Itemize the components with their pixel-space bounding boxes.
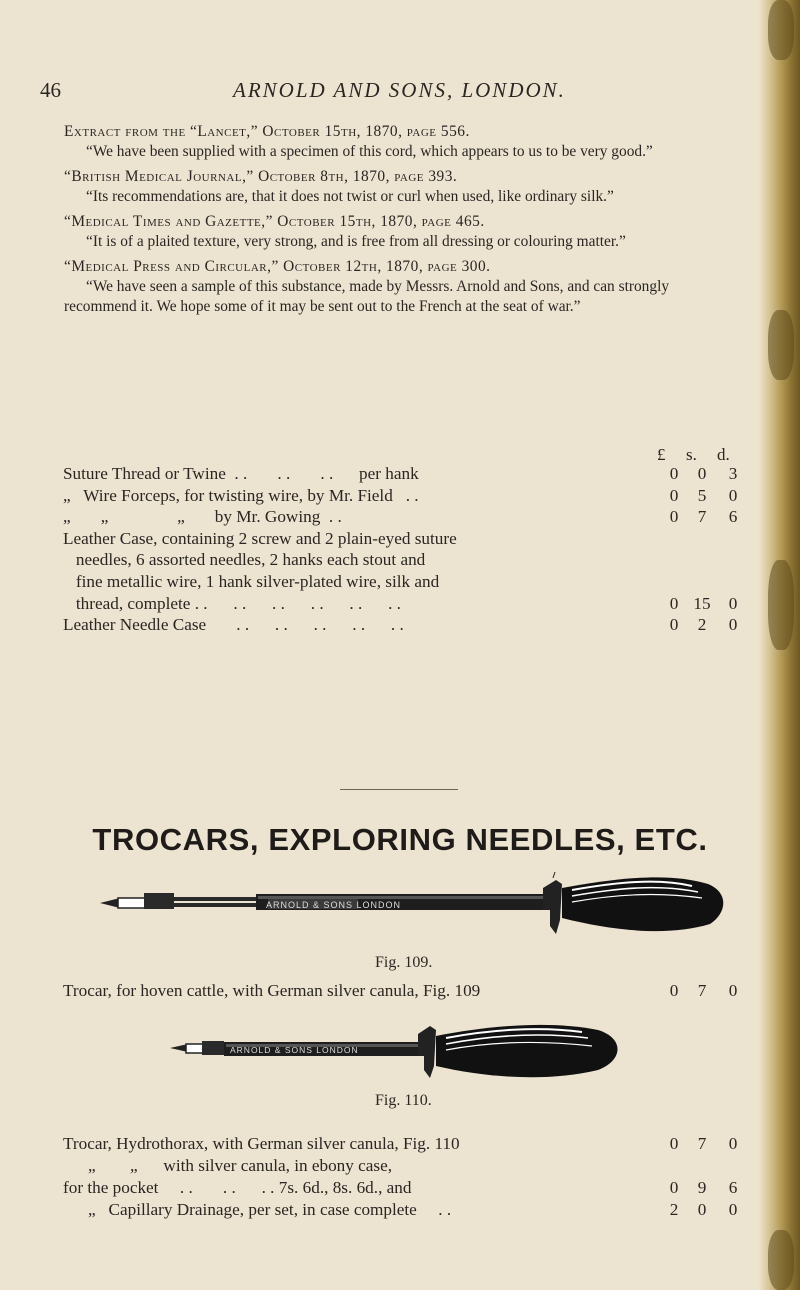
running-head bbox=[40, 78, 740, 108]
price-pence: 3 bbox=[728, 464, 738, 483]
price-row bbox=[63, 571, 743, 593]
price-pounds: 0 bbox=[669, 485, 679, 505]
testimonial bbox=[64, 212, 724, 252]
price-pounds: 2 bbox=[669, 1200, 679, 1219]
item-description: thread, complete . . . . . . . . . . . . bbox=[63, 593, 401, 613]
price-shillings: 7 bbox=[697, 1134, 707, 1153]
price-row bbox=[63, 614, 743, 636]
testimonial bbox=[64, 257, 724, 317]
trocar-item-description: „ „ with silver canula, in ebony case, bbox=[88, 1156, 393, 1175]
price-pence: 0 bbox=[728, 1134, 738, 1153]
price-shillings: 0 bbox=[697, 464, 707, 483]
item-description: Suture Thread or Twine . . . . . . per hank bbox=[63, 464, 419, 483]
price-row bbox=[63, 506, 743, 528]
item-description: „ Wire Forceps, for twisting wire, by Mr. Field . . bbox=[63, 485, 419, 505]
testimonial-quote: “We have seen a sample of this substance, made by Messrs. Arnold and Sons, and can strongly recommend it. We hope some of it may be sent out to the French at the seat of war.” bbox=[64, 278, 670, 315]
item-description: fine metallic wire, 1 hank silver-plated wire, silk and bbox=[63, 571, 440, 591]
shillings-header: s. bbox=[686, 445, 697, 464]
testimonial-source: Extract from the “Lancet,” October 15th, 1870, page 556. bbox=[64, 123, 470, 140]
trocar-item-price bbox=[659, 1134, 747, 1156]
trocar-illustration-fig-109 bbox=[98, 870, 738, 950]
edge-stain bbox=[768, 1230, 794, 1290]
testimonial-source: “Medical Press and Circular,” October 12th, 1870, page 300. bbox=[64, 258, 491, 275]
price-pounds: 0 bbox=[669, 1178, 679, 1197]
trocar-item-price bbox=[659, 981, 747, 1003]
price-pence: 6 bbox=[728, 1178, 738, 1197]
testimonial-quote: “Its recommendations are, that it does not twist or curl when used, like ordinary silk.” bbox=[86, 188, 614, 205]
pence-header: d. bbox=[717, 445, 730, 464]
edge-stain bbox=[768, 0, 794, 60]
trocar-illustration-fig-110 bbox=[168, 1018, 638, 1092]
testimonials bbox=[64, 122, 724, 322]
price-shillings: 15 bbox=[693, 593, 711, 613]
testimonial bbox=[64, 122, 724, 162]
price-shillings: 2 bbox=[697, 615, 707, 635]
edge-stain bbox=[768, 310, 794, 380]
price-row bbox=[63, 463, 743, 485]
price-shillings: 9 bbox=[697, 1178, 707, 1197]
page-number: 46 bbox=[40, 78, 61, 102]
price-pence: 6 bbox=[728, 507, 738, 527]
price-row bbox=[63, 549, 743, 571]
price-pounds: 0 bbox=[669, 464, 679, 483]
item-price bbox=[659, 485, 747, 507]
figure-caption: Fig. 110. bbox=[375, 1092, 432, 1109]
item-description: needles, 6 assorted needles, 2 hanks each stout and bbox=[63, 550, 426, 570]
testimonial-source: “Medical Times and Gazette,” October 15th, 1870, page 465. bbox=[64, 213, 485, 230]
item-price bbox=[659, 463, 747, 485]
item-description: „ „ „ by Mr. Gowing . . bbox=[63, 507, 342, 527]
testimonial-quote: “It is of a plaited texture, very strong, and is free from all dressing or colouring matter.” bbox=[86, 233, 626, 250]
section-divider bbox=[340, 789, 458, 790]
trocar-item-description: Trocar, Hydrothorax, with German silver canula, Fig. 110 bbox=[63, 1134, 460, 1153]
engraving-text: ARNOLD & SONS LONDON bbox=[266, 900, 402, 910]
trocar-item-description: Trocar, for hoven cattle, with German silver canula, Fig. 109 bbox=[63, 981, 481, 1000]
price-pence: 0 bbox=[728, 1200, 738, 1219]
testimonial bbox=[64, 167, 724, 207]
item-price bbox=[659, 614, 747, 636]
price-pounds: 0 bbox=[669, 1134, 679, 1153]
trocar-item-description: „ Capillary Drainage, per set, in case complete . . bbox=[88, 1200, 452, 1219]
price-pounds: 0 bbox=[669, 615, 679, 635]
trocar-item-price bbox=[659, 1178, 747, 1200]
price-pounds: 0 bbox=[669, 507, 679, 527]
price-shillings: 5 bbox=[697, 485, 707, 505]
figure-caption: Fig. 109. bbox=[375, 954, 433, 971]
price-shillings: 0 bbox=[697, 1200, 707, 1219]
pounds-header: £ bbox=[657, 445, 666, 464]
price-pence: 0 bbox=[728, 485, 738, 505]
running-title: ARNOLD AND SONS, LONDON. bbox=[233, 78, 566, 102]
price-pence: 0 bbox=[728, 615, 738, 635]
price-pounds: 0 bbox=[669, 593, 679, 613]
price-row bbox=[63, 485, 743, 507]
item-description: Leather Case, containing 2 screw and 2 plain-eyed suture bbox=[63, 528, 457, 548]
price-pounds: 0 bbox=[669, 981, 679, 1000]
trocar-drawing bbox=[168, 1018, 638, 1092]
price-row bbox=[63, 593, 743, 615]
price-row bbox=[63, 528, 743, 550]
item-description: Leather Needle Case . . . . . . . . . . bbox=[63, 615, 404, 635]
section-title: TROCARS, EXPLORING NEEDLES, ETC. bbox=[92, 822, 708, 857]
trocar-item-price bbox=[659, 1200, 747, 1222]
price-pence: 0 bbox=[728, 593, 738, 613]
trocar-drawing bbox=[98, 870, 738, 950]
price-shillings: 7 bbox=[697, 507, 707, 527]
testimonial-quote: “We have been supplied with a specimen of this cord, which appears to us to be very good.” bbox=[86, 143, 653, 160]
trocar-item-description: for the pocket . . . . . . 7s. 6d., 8s. 6d., and bbox=[63, 1178, 412, 1197]
page-edge-binding bbox=[758, 0, 800, 1290]
testimonial-source: “British Medical Journal,” October 8th, 1870, page 393. bbox=[64, 168, 458, 185]
suture-price-list bbox=[63, 463, 743, 636]
price-shillings: 7 bbox=[697, 981, 707, 1000]
item-price bbox=[659, 506, 747, 528]
engraving-text: ARNOLD & SONS LONDON bbox=[230, 1045, 359, 1055]
edge-stain bbox=[768, 560, 794, 650]
price-pence: 0 bbox=[728, 981, 738, 1000]
item-price bbox=[659, 593, 747, 615]
